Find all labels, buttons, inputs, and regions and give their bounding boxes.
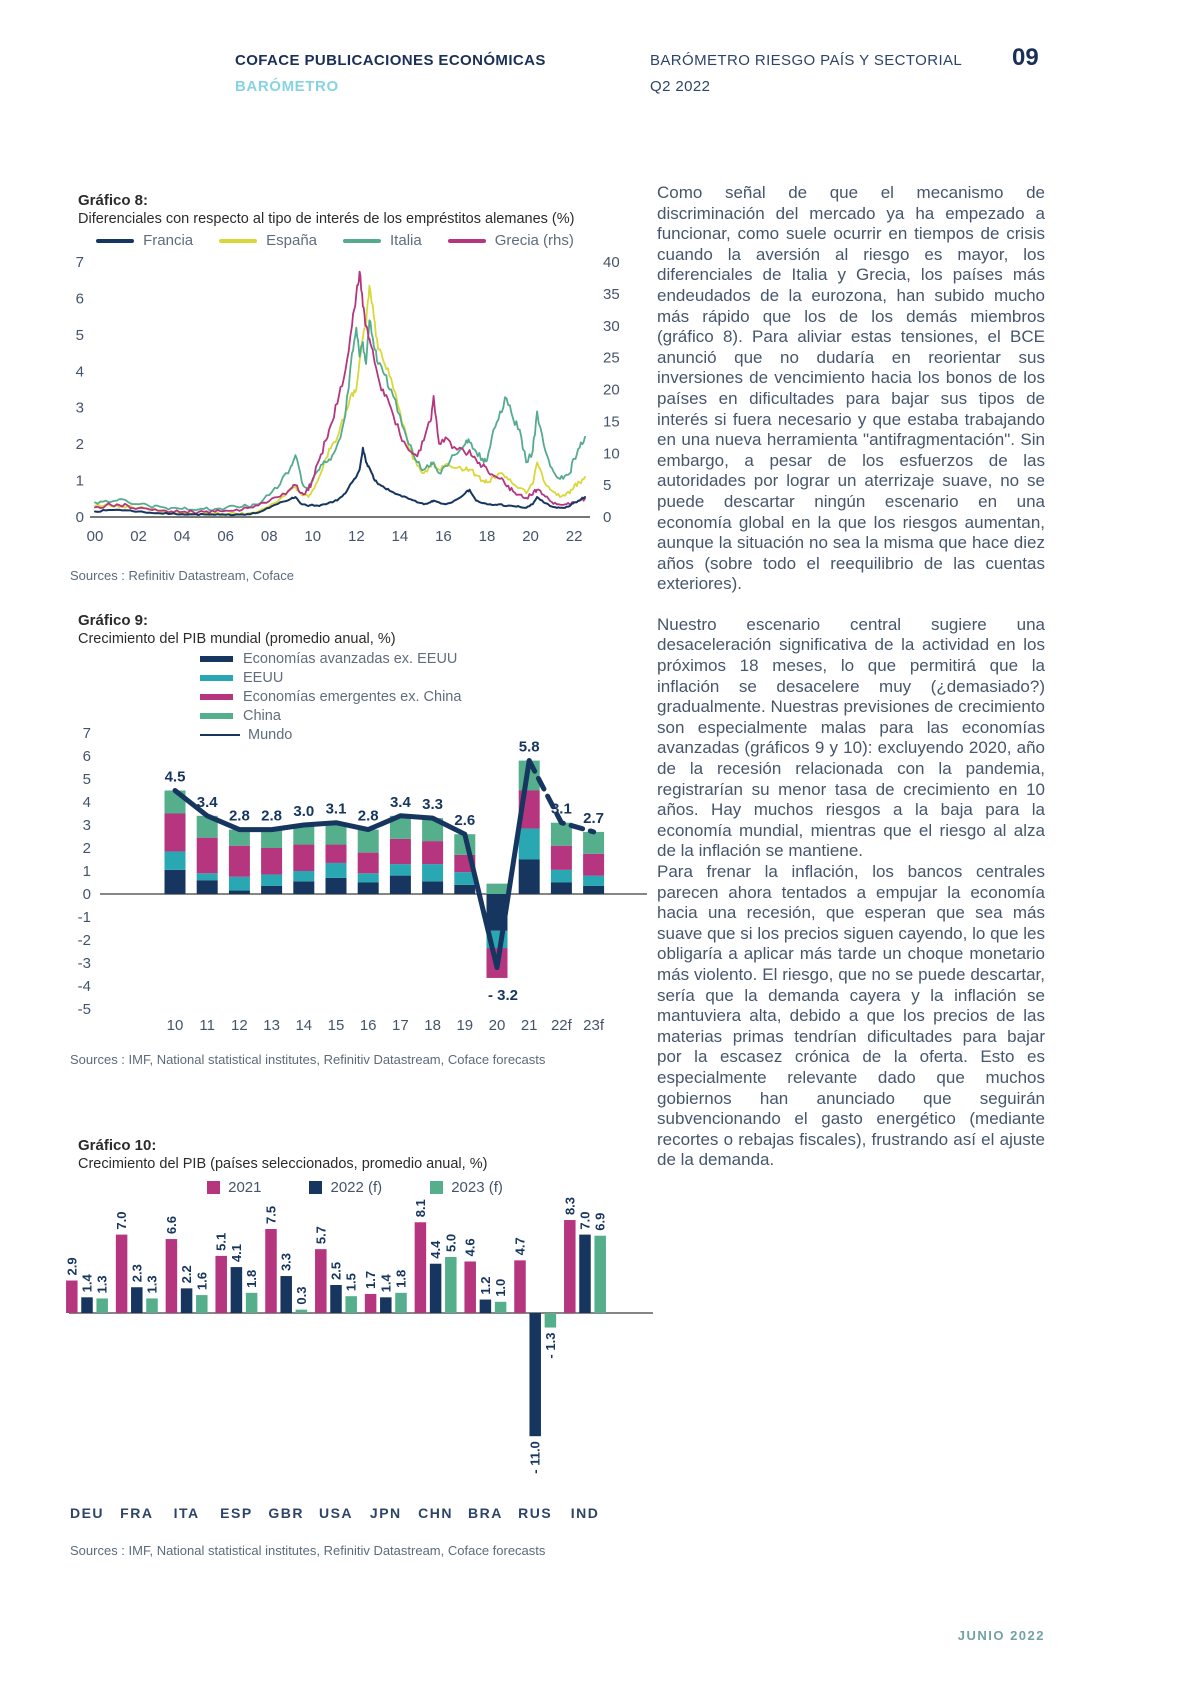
- chart10-subtitle: Crecimiento del PIB (países seleccionados, promedio anual, %): [78, 1156, 488, 1172]
- svg-text:3.3: 3.3: [422, 796, 444, 814]
- svg-text:1.8: 1.8: [244, 1269, 260, 1288]
- svg-text:3.4: 3.4: [389, 793, 411, 811]
- chart8-line-chart: [60, 250, 650, 550]
- svg-text:-2: -2: [77, 932, 91, 949]
- svg-text:10: 10: [603, 445, 620, 463]
- legend-item-economasavanzadasexeeuu: Economías avanzadas ex. EEUU: [200, 651, 461, 667]
- svg-text:4.1: 4.1: [228, 1244, 244, 1263]
- svg-text:14: 14: [391, 528, 409, 545]
- legend-swatch: [343, 239, 381, 243]
- svg-text:6.6: 6.6: [163, 1216, 179, 1235]
- chart9-legend: [200, 651, 461, 746]
- legend-swatch: [200, 694, 233, 700]
- svg-text:4: 4: [82, 794, 91, 811]
- svg-text:20: 20: [522, 528, 539, 545]
- article-paragraph-3: Para frenar la inflación, los bancos centrales parecen ahora tentados a empujar la economía hacia una recesión, que esperan que sea más suave que si los precios siguen cayendo, lo que les obligaría a aplicar más tarde un choque monetario más violento. El riesgo, que no se puede descartar, sería que la demanda cayera y la inflación se mantuviera alta, debido a que los precios de las materias primas tendrían dificultades para bajar por la escasez crónica de la oferta. Esto es especialmente relevante dado que muchos gobiernos han anunciado que seguirán subvencionando el gasto energético (mediante recortes o rebajas fiscales), frustrando así el ajuste de la demanda.: [657, 862, 1045, 1170]
- svg-text:1: 1: [75, 472, 84, 490]
- svg-text:2: 2: [75, 436, 84, 454]
- svg-text:2.6: 2.6: [454, 812, 476, 830]
- svg-text:17: 17: [392, 1017, 409, 1034]
- svg-text:0.3: 0.3: [293, 1286, 309, 1305]
- svg-text:0: 0: [75, 509, 84, 526]
- article-paragraph-1: Como señal de que el mecanismo de discriminación del mercado ya ha empezado a funcionar, como suele ocurrir en tiempos de crisis cuando la aversión al riesgo es mayor, los diferenciales de Italia y Grecia, los países más endeudados de la eurozona, han subido mucho más rápido que los de los demás miembros (gráfico 8). Para aliviar estas tensiones, el BCE anunció que no dudaría en reorientar sus inversiones de vencimiento hacia los bonos de los países en dificultades para bajar sus tipos de interés si fuera necesario y que estaba trabajando en una nueva herramienta "antifragmentación". Sin embargo, a pesar de los esfuerzos de las autoridades por lograr un aterrizaje suave, no se puede descartar ningún escenario en una economía global en la que los riesgos aumentan, aunque la situación no sea la misma que hace diez años (sobre todo el reequilibrio de las cuentas exteriores).: [657, 183, 1045, 594]
- svg-text:1.4: 1.4: [378, 1274, 394, 1293]
- svg-text:5: 5: [603, 477, 612, 495]
- legend-item-italia: Italia: [343, 232, 422, 249]
- svg-text:2.7: 2.7: [583, 809, 605, 827]
- svg-text:11: 11: [199, 1017, 215, 1034]
- svg-text:-5: -5: [77, 1001, 91, 1018]
- svg-text:3.1: 3.1: [325, 800, 347, 818]
- svg-text:04: 04: [173, 528, 191, 545]
- svg-text:1.5: 1.5: [343, 1273, 359, 1292]
- svg-text:22: 22: [565, 528, 583, 545]
- svg-text:4.7: 4.7: [512, 1237, 528, 1256]
- document-period: Q2 2022: [650, 78, 711, 95]
- svg-text:06: 06: [217, 528, 235, 545]
- legend-swatch: [200, 734, 240, 737]
- svg-text:7: 7: [75, 254, 84, 271]
- svg-text:10: 10: [166, 1017, 184, 1034]
- legend-item-2022f: 2022 (f): [309, 1179, 382, 1196]
- legend-item-mundo: Mundo: [200, 727, 461, 743]
- article-text-column: [657, 183, 1045, 1171]
- svg-text:JPN: JPN: [369, 1505, 402, 1521]
- svg-text:40: 40: [603, 254, 620, 271]
- svg-text:3.3: 3.3: [278, 1252, 294, 1272]
- svg-text:02: 02: [130, 528, 147, 545]
- legend-swatch: [200, 656, 233, 662]
- legend-swatch: [200, 675, 233, 681]
- svg-text:15: 15: [327, 1017, 345, 1034]
- svg-text:5.0: 5.0: [443, 1233, 459, 1252]
- svg-text:- 11.0: - 11.0: [527, 1441, 543, 1474]
- svg-text:20: 20: [488, 1017, 506, 1034]
- svg-text:13: 13: [263, 1017, 280, 1034]
- svg-text:CHN: CHN: [418, 1505, 454, 1521]
- chart8-title: Gráfico 8:: [78, 192, 149, 209]
- svg-text:USA: USA: [318, 1505, 354, 1521]
- svg-text:7.0: 7.0: [577, 1211, 593, 1230]
- svg-text:-4: -4: [77, 978, 91, 995]
- legend-swatch: [448, 239, 486, 243]
- svg-text:35: 35: [603, 285, 620, 303]
- svg-text:7.0: 7.0: [114, 1211, 130, 1230]
- legend-swatch: [219, 239, 257, 243]
- svg-text:2.9: 2.9: [64, 1257, 80, 1276]
- legend-item-eeuu: EEUU: [200, 670, 461, 686]
- svg-text:22f: 22f: [550, 1017, 572, 1034]
- chart10-source: Sources : IMF, National statistical institutes, Refinitiv Datastream, Coface forecasts: [70, 1543, 546, 1558]
- svg-text:1.3: 1.3: [144, 1275, 160, 1294]
- svg-text:12: 12: [347, 528, 365, 545]
- svg-text:2.8: 2.8: [357, 807, 379, 825]
- legend-swatch: [200, 713, 233, 719]
- svg-text:5: 5: [75, 326, 84, 344]
- svg-text:1.4: 1.4: [79, 1274, 95, 1293]
- svg-text:3.1: 3.1: [550, 800, 572, 818]
- svg-text:19: 19: [456, 1017, 474, 1034]
- svg-text:18: 18: [424, 1017, 441, 1034]
- svg-text:-3: -3: [77, 955, 91, 972]
- footer-date: JUNIO 2022: [957, 1628, 1045, 1643]
- publisher-title: COFACE PUBLICACIONES ECONÓMICAS: [235, 52, 546, 69]
- legend-item-2023f: 2023 (f): [430, 1179, 503, 1196]
- svg-text:2.5: 2.5: [328, 1261, 344, 1280]
- svg-text:2.2: 2.2: [179, 1265, 195, 1284]
- svg-text:3: 3: [82, 817, 91, 834]
- chart10-grouped-bar-chart: [55, 1190, 655, 1535]
- legend-swatch: [96, 239, 134, 243]
- page-number: 09: [1012, 44, 1039, 71]
- svg-text:6: 6: [82, 748, 91, 765]
- svg-text:DEU: DEU: [69, 1505, 105, 1521]
- chart10-title: Gráfico 10:: [78, 1137, 157, 1154]
- svg-text:IND: IND: [570, 1505, 600, 1521]
- chart9-source: Sources : IMF, National statistical institutes, Refinitiv Datastream, Coface forecasts: [70, 1052, 546, 1067]
- svg-text:ESP: ESP: [220, 1505, 253, 1521]
- svg-text:1.7: 1.7: [363, 1270, 379, 1289]
- legend-item-espaa: España: [219, 232, 317, 249]
- svg-text:10: 10: [304, 528, 322, 545]
- svg-text:23f: 23f: [583, 1017, 605, 1034]
- svg-text:3: 3: [75, 399, 84, 417]
- svg-text:16: 16: [359, 1017, 377, 1034]
- svg-text:7: 7: [82, 725, 91, 742]
- svg-text:5.7: 5.7: [313, 1226, 329, 1245]
- svg-text:5: 5: [82, 771, 91, 788]
- legend-item-china: China: [200, 708, 461, 724]
- svg-text:4.4: 4.4: [428, 1240, 444, 1259]
- svg-text:- 3.2: - 3.2: [487, 986, 519, 1004]
- svg-text:4: 4: [75, 363, 84, 381]
- svg-text:8.3: 8.3: [562, 1196, 578, 1216]
- svg-text:25: 25: [603, 349, 620, 367]
- svg-text:1.2: 1.2: [477, 1276, 493, 1295]
- publication-name: BARÓMETRO: [235, 78, 339, 95]
- svg-text:2.3: 2.3: [129, 1264, 145, 1283]
- svg-text:2.8: 2.8: [228, 807, 250, 825]
- svg-text:BRA: BRA: [467, 1505, 503, 1521]
- chart8-legend: [75, 232, 595, 249]
- svg-text:GBR: GBR: [268, 1505, 305, 1521]
- svg-text:00: 00: [86, 528, 104, 545]
- svg-text:7.5: 7.5: [263, 1205, 279, 1224]
- chart9-title: Gráfico 9:: [78, 612, 149, 629]
- svg-text:5.1: 5.1: [213, 1232, 229, 1251]
- legend-item-economasemergentesexchina: Economías emergentes ex. China: [200, 689, 461, 705]
- svg-text:3.0: 3.0: [293, 803, 315, 820]
- svg-text:0: 0: [82, 886, 91, 903]
- legend-item-2021: 2021: [207, 1179, 261, 1196]
- chart9-subtitle: Crecimiento del PIB mundial (promedio anual, %): [78, 631, 396, 647]
- svg-text:20: 20: [603, 381, 620, 399]
- svg-text:1.0: 1.0: [493, 1278, 509, 1297]
- svg-text:1.8: 1.8: [393, 1269, 409, 1288]
- svg-text:8.1: 8.1: [412, 1199, 428, 1218]
- svg-text:30: 30: [603, 317, 620, 335]
- svg-text:15: 15: [603, 413, 620, 431]
- svg-text:14: 14: [295, 1017, 313, 1034]
- svg-text:6.9: 6.9: [592, 1212, 608, 1231]
- legend-item-greciarhs: Grecia (rhs): [448, 232, 574, 249]
- svg-text:1.3: 1.3: [94, 1275, 110, 1294]
- svg-text:4.5: 4.5: [164, 768, 186, 786]
- svg-text:- 1.3: - 1.3: [542, 1332, 558, 1359]
- svg-text:FRA: FRA: [120, 1505, 154, 1521]
- svg-text:ITA: ITA: [173, 1505, 200, 1521]
- svg-text:1.6: 1.6: [194, 1272, 210, 1291]
- svg-text:-1: -1: [77, 909, 91, 926]
- chart8-source: Sources : Refinitiv Datastream, Coface: [70, 568, 294, 583]
- svg-text:21: 21: [520, 1017, 538, 1034]
- svg-text:08: 08: [260, 528, 278, 545]
- document-title: BARÓMETRO RIESGO PAÍS Y SECTORIAL: [650, 52, 963, 69]
- svg-text:6: 6: [75, 290, 84, 308]
- svg-text:16: 16: [435, 528, 452, 545]
- svg-text:0: 0: [603, 509, 612, 526]
- svg-text:18: 18: [478, 528, 496, 545]
- svg-text:3.4: 3.4: [196, 793, 218, 811]
- svg-text:RUS: RUS: [518, 1505, 553, 1521]
- svg-text:2.8: 2.8: [261, 807, 283, 825]
- svg-text:4.6: 4.6: [462, 1238, 478, 1257]
- svg-text:2: 2: [82, 840, 91, 857]
- legend-item-francia: Francia: [96, 232, 193, 249]
- article-paragraph-2: Nuestro escenario central sugiere una desaceleración significativa de la actividad en los próximos 18 meses, lo que permitirá que la inflación se desacelere muy (¿demasiado?) gradualmente. Nuestras previsiones de crecimiento son especialmente malas para las economías avanzadas (gráficos 9 y 10): excluyendo 2020, año de la recesión relacionada con la pandemia, registrarían su menor tasa de crecimiento en 10 años. Hay muchos riesgos a la baja para la economía mundial, mientras que el riesgo al alza de la inflación se mantiene.: [657, 614, 1045, 861]
- svg-text:1: 1: [82, 863, 91, 880]
- chart8-subtitle: Diferenciales con respecto al tipo de interés de los empréstitos alemanes (%): [78, 211, 575, 227]
- svg-text:12: 12: [231, 1017, 248, 1034]
- svg-text:5.8: 5.8: [518, 738, 540, 756]
